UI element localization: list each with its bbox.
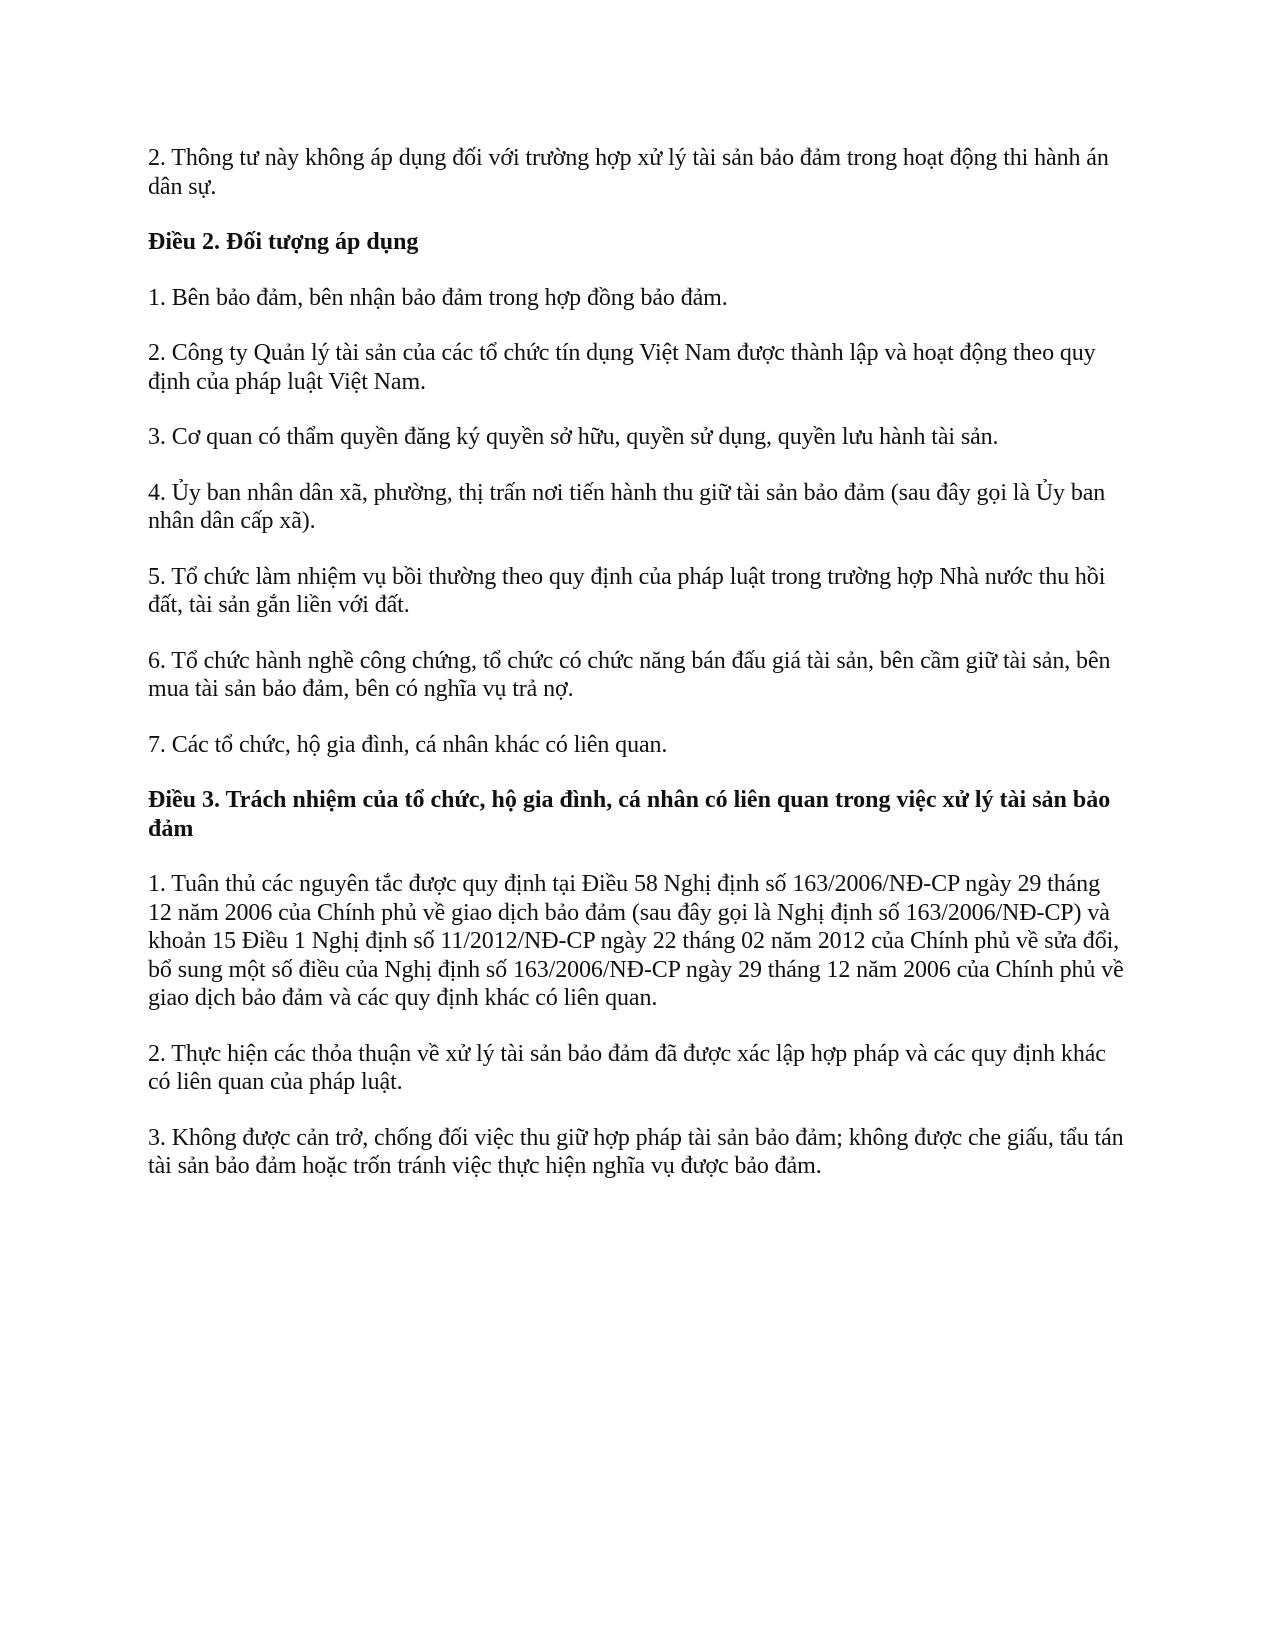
article-2-item-4: 4. Ủy ban nhân dân xã, phường, thị trấn nơi tiến hành thu giữ tài sản bảo đảm (sau đây gọi là Ủy ban nhân dân cấp xã). [148, 479, 1106, 534]
intro-paragraph: 2. Thông tư này không áp dụng đối với trường hợp xử lý tài sản bảo đảm trong hoạt động thi hành án dân sự. [148, 145, 1109, 200]
article-2-heading: Điều 2. Đối tượng áp dụng [148, 229, 419, 255]
article-2-item-6: 6. Tổ chức hành nghề công chứng, tổ chức có chức năng bán đấu giá tài sản, bên cầm giữ tài sản, bên mua tài sản bảo đảm, bên có nghĩa vụ trả nợ. [148, 647, 1111, 702]
article-2-item-1: 1. Bên bảo đảm, bên nhận bảo đảm trong hợp đồng bảo đảm. [148, 284, 728, 311]
document-page [148, 144, 1128, 1208]
article-2-item-3: 3. Cơ quan có thẩm quyền đăng ký quyền sở hữu, quyền sử dụng, quyền lưu hành tài sản. [148, 424, 999, 450]
article-3-heading: Điều 3. Trách nhiệm của tổ chức, hộ gia đình, cá nhân có liên quan trong việc xử lý tài sản bảo đảm [148, 787, 1111, 842]
article-3-item-1: 1. Tuân thủ các nguyên tắc được quy định tại Điều 58 Nghị định số 163/2006/NĐ-CP ngày 29 tháng 12 năm 2006 của Chính phủ về giao dịch bảo đảm (sau đây gọi là Nghị định số 163/2006/NĐ-CP) và khoản 15 Điều 1 Nghị định số 11/2012/NĐ-CP ngày 22 tháng 02 năm 2012 của Chính phủ về sửa đổi, bổ sung một số điều của Nghị định số 163/2006/NĐ-CP ngày 29 tháng 12 năm 2006 của Chính phủ về giao dịch bảo đảm và các quy định khác có liên quan. [148, 871, 1124, 1011]
article-2-item-2: 2. Công ty Quản lý tài sản của các tổ chức tín dụng Việt Nam được thành lập và hoạt động theo quy định của pháp luật Việt Nam. [148, 340, 1096, 395]
article-2-item-5: 5. Tổ chức làm nhiệm vụ bồi thường theo quy định của pháp luật trong trường hợp Nhà nước thu hồi đất, tài sản gắn liền với đất. [148, 563, 1106, 618]
article-3-item-3: 3. Không được cản trở, chống đối việc thu giữ hợp pháp tài sản bảo đảm; không được che giấu, tẩu tán tài sản bảo đảm hoặc trốn tránh việc thực hiện nghĩa vụ được bảo đảm. [148, 1124, 1124, 1179]
article-3-item-2: 2. Thực hiện các thỏa thuận về xử lý tài sản bảo đảm đã được xác lập hợp pháp và các quy định khác có liên quan của pháp luật. [148, 1040, 1106, 1095]
article-2-item-7: 7. Các tổ chức, hộ gia đình, cá nhân khác có liên quan. [148, 731, 668, 758]
